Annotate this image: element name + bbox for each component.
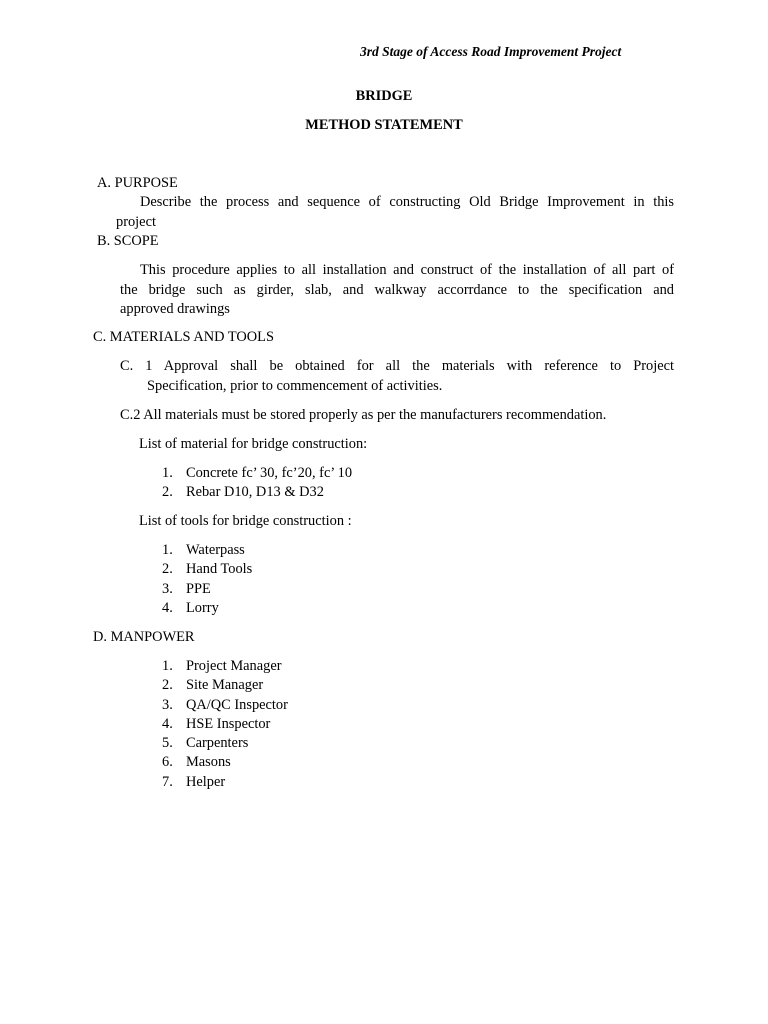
list-item: 1. Project Manager: [162, 658, 282, 674]
list-item: 7. Helper: [162, 773, 226, 790]
material-list: [162, 464, 352, 503]
list-item: 2. Site Manager: [162, 677, 264, 694]
list-item: 3. PPE: [162, 580, 211, 597]
document-title: BRIDGE: [355, 88, 413, 104]
scope-line-1: This procedure applies to all installation and construct of the installation of all part of: [140, 262, 674, 278]
materials-c1-paragraph: [120, 357, 674, 396]
scope-line-3: approved drawings: [120, 301, 230, 317]
list-item: 1. Waterpass: [162, 542, 245, 558]
scope-line-2: the bridge such as girder, slab, and walkway accorrdance to the specification and: [120, 281, 674, 298]
list-item: 2. Hand Tools: [162, 561, 253, 578]
materials-c1-line-1: C. 1 Approval shall be obtained for all the materials with reference to Project: [120, 358, 674, 374]
section-purpose-heading: A. PURPOSE: [97, 175, 178, 191]
list-item: 1. Concrete fc’ 30, fc’20, fc’ 10: [162, 465, 353, 481]
manpower-list: [162, 657, 288, 792]
list-item: 3. QA/QC Inspector: [162, 696, 288, 713]
list-item: 2. Rebar D10, D13 & D32: [162, 484, 324, 501]
section-materials-heading: C. MATERIALS AND TOOLS: [93, 329, 274, 345]
scope-paragraph: [120, 261, 674, 320]
list-item: 6. Masons: [162, 754, 231, 771]
list-item: 5. Carpenters: [162, 735, 249, 752]
tools-list: [162, 541, 252, 618]
purpose-line-1: Describe the process and sequence of constructing Old Bridge Improvement in this: [140, 194, 674, 210]
list-item: 4. HSE Inspector: [162, 715, 271, 732]
section-manpower-heading: D. MANPOWER: [93, 629, 195, 645]
list-item: 4. Lorry: [162, 599, 219, 616]
purpose-line-2: project: [116, 213, 156, 230]
document-subtitle: METHOD STATEMENT: [305, 117, 463, 133]
materials-c1-line-2: Specification, prior to commencement of activities.: [147, 377, 443, 394]
materials-c2-text: C.2 All materials must be stored properly as per the manufacturers recommendation.: [120, 407, 607, 423]
running-header: 3rd Stage of Access Road Improvement Project: [360, 44, 622, 59]
material-list-title: List of material for bridge construction:: [139, 436, 368, 452]
tools-list-title: List of tools for bridge construction :: [139, 513, 352, 529]
purpose-paragraph: [116, 193, 674, 232]
section-scope-heading: B. SCOPE: [97, 233, 159, 249]
